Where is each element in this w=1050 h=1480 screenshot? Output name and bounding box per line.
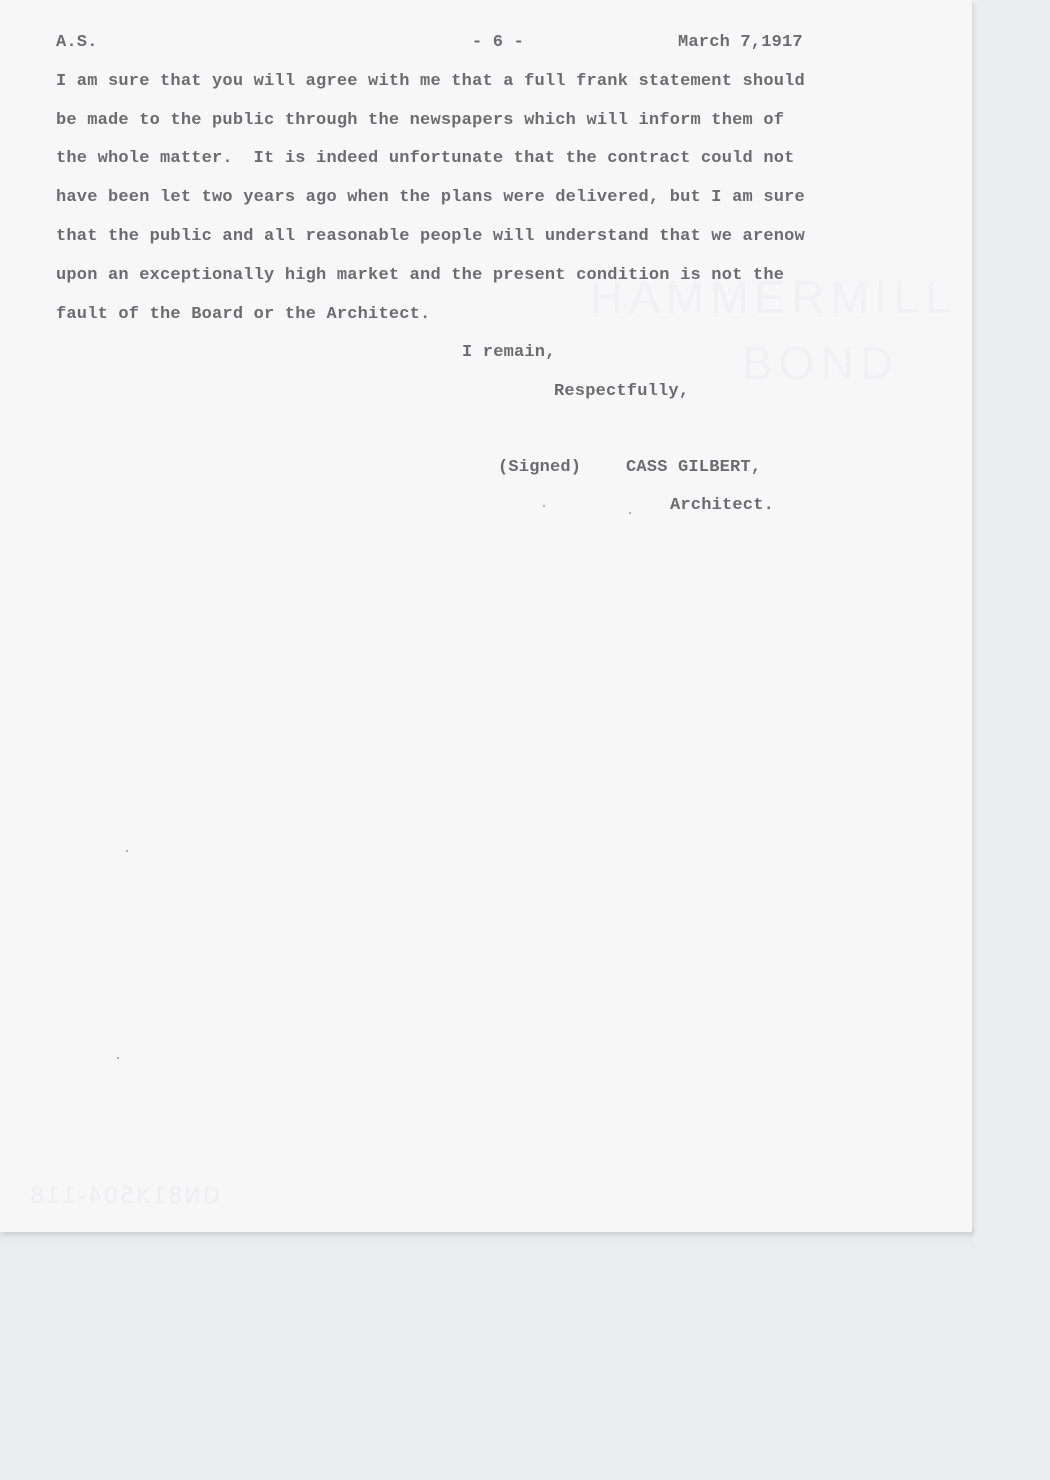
paper-speck (543, 505, 545, 507)
paper-speck (117, 1057, 119, 1059)
body-line: have been let two years ago when the plans were delivered, but I am sure (56, 188, 805, 207)
page-number: - 6 - (472, 33, 525, 52)
header-initials: A.S. (56, 33, 98, 52)
body-line: the whole matter. It is indeed unfortunate that the contract could not (56, 149, 795, 168)
signer-title: Architect. (670, 496, 775, 515)
paper-speck (629, 512, 631, 514)
signer-name: CASS GILBERT, (626, 458, 762, 477)
body-line: upon an exceptionally high market and the present condition is not the (56, 266, 785, 285)
closing-remark: I remain, (462, 343, 556, 362)
body-line: be made to the public through the newspapers which will inform them of (56, 111, 785, 130)
reverse-stamp-bleed: ᗡN81ꓘ504-118 (28, 1184, 220, 1209)
letter-date: March 7,1917 (678, 33, 803, 52)
body-line: fault of the Board or the Architect. (56, 305, 431, 324)
signed-label: (Signed) (498, 458, 582, 477)
watermark-lower: BOND (742, 337, 899, 389)
watermark-upper: HAMMERMILL (590, 271, 957, 323)
body-line: that the public and all reasonable people will understand that we arenow (56, 227, 805, 246)
body-line: I am sure that you will agree with me that a full frank statement should (56, 72, 805, 91)
paper-speck (126, 850, 128, 852)
complimentary-close: Respectfully, (554, 382, 690, 401)
